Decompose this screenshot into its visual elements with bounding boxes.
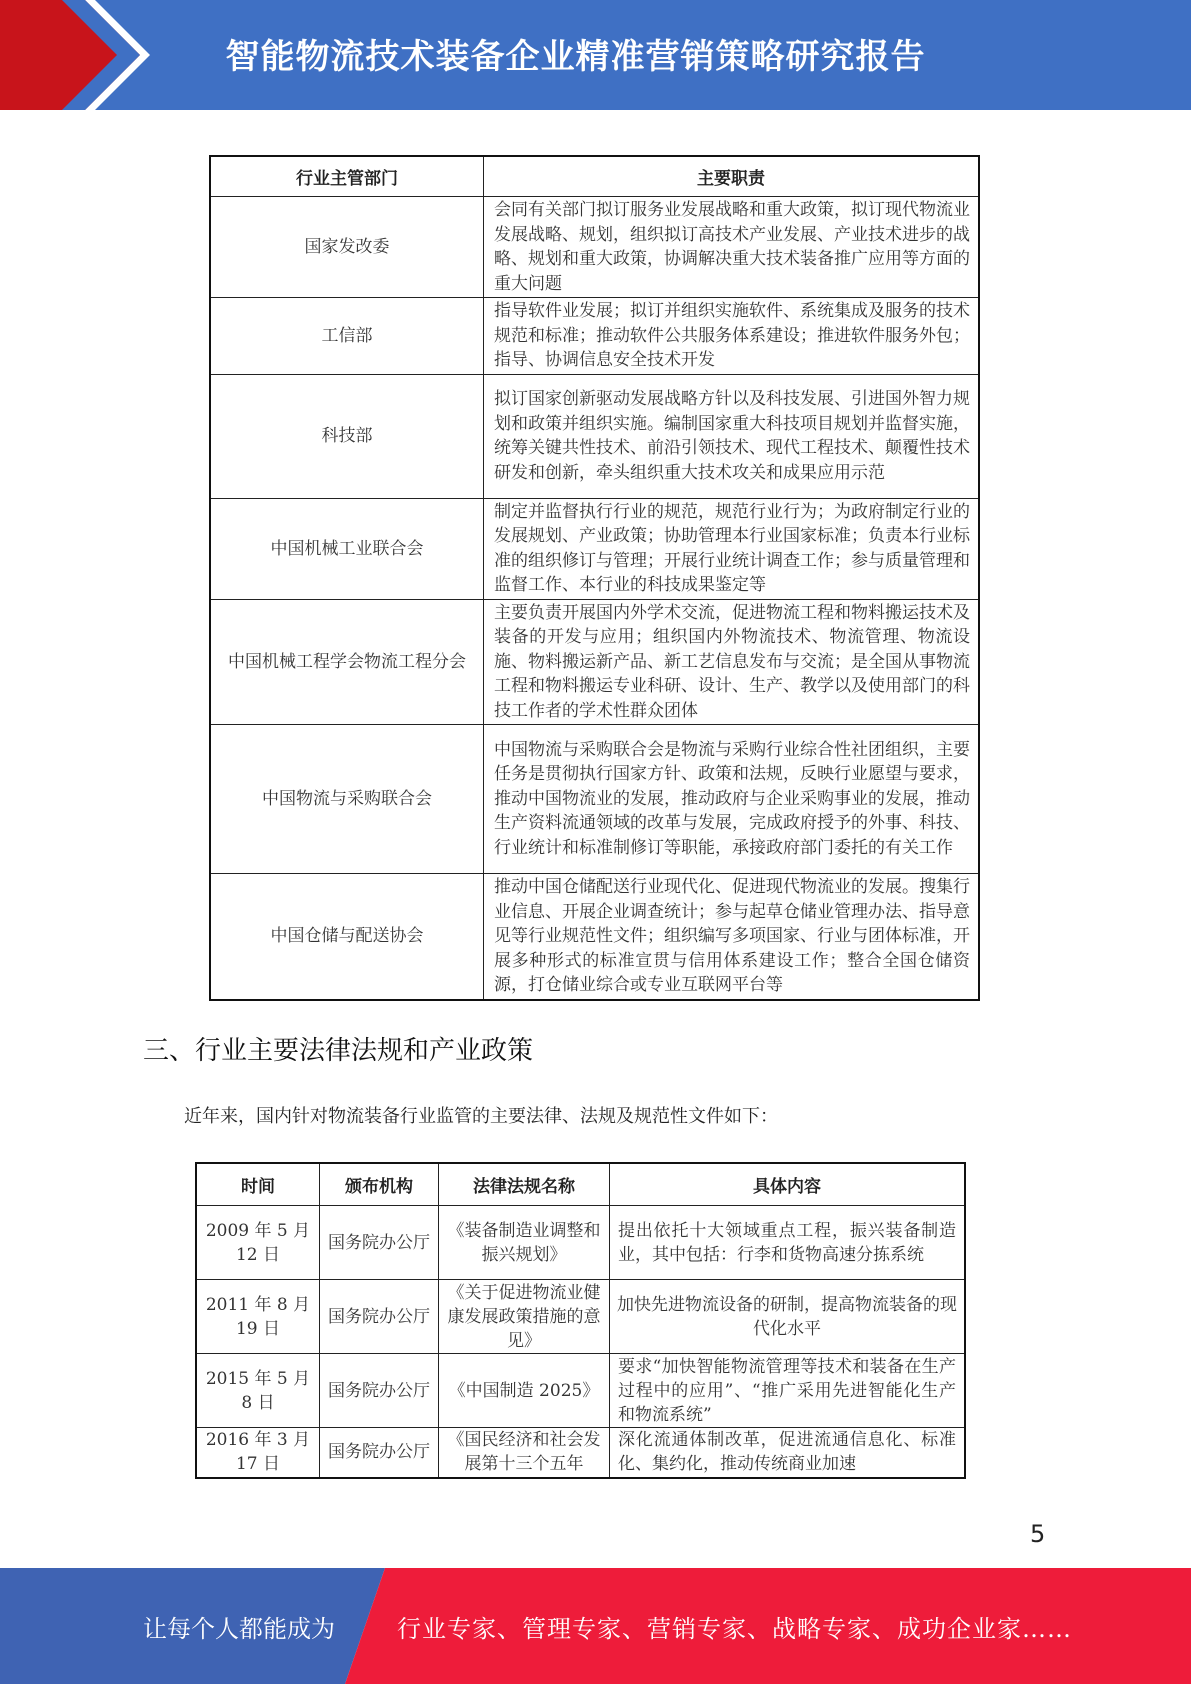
- law-name-cell: 《关于促进物流业健康发展政策措施的意见》: [439, 1280, 610, 1354]
- intro-paragraph: 近年来，国内针对物流装备行业监管的主要法律、法规及规范性文件如下：: [184, 1106, 778, 1127]
- content-cell: 深化流通体制改革，促进流通信息化、标准化、集约化，推动传统商业加速: [610, 1428, 966, 1478]
- duty-cell: 推动中国仓储配送行业现代化、促进现代物流业的发展。搜集行业信息、开展企业调查统计；参与起草仓储业管理办法、指导意见等行业规范性文件；组织编写多项国家、行业与团体标准，开展多种形式的标准宣贯与信用体系建设工作；整合全国仓储资源，打仓储业综合或专业互联网平台等: [484, 874, 980, 1000]
- dept-cell: 科技部: [210, 374, 484, 498]
- law-name-cell: 《国民经济和社会发展第十三个五年: [439, 1428, 610, 1478]
- footer-slogan-right: 行业专家、管理专家、营销专家、战略专家、成功企业家……: [397, 1614, 1072, 1643]
- table-header-row: [210, 156, 979, 197]
- column-header: 主要职责: [484, 156, 980, 197]
- dept-cell: 中国物流与采购联合会: [210, 725, 484, 874]
- table-row: [210, 498, 979, 599]
- law-name-cell: 《中国制造 2025》: [439, 1354, 610, 1428]
- time-cell: 2015 年 5 月 8 日: [196, 1354, 320, 1428]
- content-cell: 要求“加快智能物流管理等技术和装备在生产过程中的应用”、“推广采用先进智能化生产和物流系统”: [610, 1354, 966, 1428]
- org-cell: 国务院办公厅: [320, 1354, 439, 1428]
- column-header: 法律法规名称: [439, 1163, 610, 1206]
- section-heading: 三、行业主要法律法规和产业政策: [143, 1036, 534, 1066]
- dept-cell: 中国机械工业联合会: [210, 498, 484, 599]
- time-cell: 2009 年 5 月 12 日: [196, 1206, 320, 1280]
- column-header: 时间: [196, 1163, 320, 1206]
- page-number: 5: [1030, 1520, 1046, 1548]
- table-row: [196, 1206, 965, 1280]
- table-row: [196, 1354, 965, 1428]
- dept-cell: 工信部: [210, 298, 484, 375]
- table-row: [210, 599, 979, 725]
- org-cell: 国务院办公厅: [320, 1206, 439, 1280]
- content-cell: 加快先进物流设备的研制，提高物流装备的现代化水平: [610, 1280, 966, 1354]
- page-header: [0, 0, 1191, 110]
- law-name-cell: 《装备制造业调整和振兴规划》: [439, 1206, 610, 1280]
- report-title: 智能物流技术装备企业精准营销策略研究报告: [225, 36, 926, 77]
- page-footer: [0, 1568, 1191, 1684]
- duty-cell: 会同有关部门拟订服务业发展战略和重大政策，拟订现代物流业发展战略、规划，组织拟订高技术产业发展、产业技术进步的战略、规划和重大政策，协调解决重大技术装备推广应用等方面的重大问题: [484, 197, 980, 298]
- time-cell: 2016 年 3 月 17 日: [196, 1428, 320, 1478]
- duty-cell: 制定并监督执行行业的规范，规范行业行为；为政府制定行业的发展规划、产业政策；协助管理本行业国家标准；负责本行业标准的组织修订与管理；开展行业统计调查工作；参与质量管理和监督工作、本行业的科技成果鉴定等: [484, 498, 980, 599]
- org-cell: 国务院办公厅: [320, 1280, 439, 1354]
- table-row: [210, 197, 979, 298]
- table-row: [210, 298, 979, 375]
- dept-cell: 中国仓储与配送协会: [210, 874, 484, 1000]
- column-header: 颁布机构: [320, 1163, 439, 1206]
- duty-cell: 中国物流与采购联合会是物流与采购行业综合性社团组织，主要任务是贯彻执行国家方针、政策和法规，反映行业愿望与要求，推动中国物流业的发展，推动政府与企业采购事业的发展，推动生产资料流通领域的改革与发展，完成政府授予的外事、科技、行业统计和标准制修订等职能，承接政府部门委托的有关工作: [484, 725, 980, 874]
- table-row: [210, 725, 979, 874]
- table-row: [210, 874, 979, 1000]
- duty-cell: 指导软件业发展；拟订并组织实施软件、系统集成及服务的技术规范和标准；推动软件公共服务体系建设；推进软件服务外包；指导、协调信息安全技术开发: [484, 298, 980, 375]
- duty-cell: 拟订国家创新驱动发展战略方针以及科技发展、引进国外智力规划和政策并组织实施。编制国家重大科技项目规划并监督实施，统筹关键共性技术、前沿引领技术、现代工程技术、颠覆性技术研发和创新，牵头组织重大技术攻关和成果应用示范: [484, 374, 980, 498]
- table-row: [196, 1428, 965, 1478]
- table-row: [210, 374, 979, 498]
- policy-table: [195, 1162, 966, 1479]
- footer-slogan-left: 让每个人都能成为: [143, 1614, 335, 1643]
- org-cell: 国务院办公厅: [320, 1428, 439, 1478]
- content-cell: 提出依托十大领域重点工程，振兴装备制造业，其中包括：行李和货物高速分拣系统: [610, 1206, 966, 1280]
- duty-cell: 主要负责开展国内外学术交流，促进物流工程和物料搬运技术及装备的开发与应用；组织国内外物流技术、物流管理、物流设施、物料搬运新产品、新工艺信息发布与交流；是全国从事物流工程和物料搬运专业科研、设计、生产、教学以及使用部门的科技工作者的学术性群众团体: [484, 599, 980, 725]
- column-header: 具体内容: [610, 1163, 966, 1206]
- time-cell: 2011 年 8 月 19 日: [196, 1280, 320, 1354]
- dept-cell: 中国机械工程学会物流工程分会: [210, 599, 484, 725]
- table-row: [196, 1280, 965, 1354]
- arrow-logo-icon: [0, 0, 160, 110]
- column-header: 行业主管部门: [210, 156, 484, 197]
- table-header-row: [196, 1163, 965, 1206]
- regulator-table: [209, 155, 980, 1001]
- dept-cell: 国家发改委: [210, 197, 484, 298]
